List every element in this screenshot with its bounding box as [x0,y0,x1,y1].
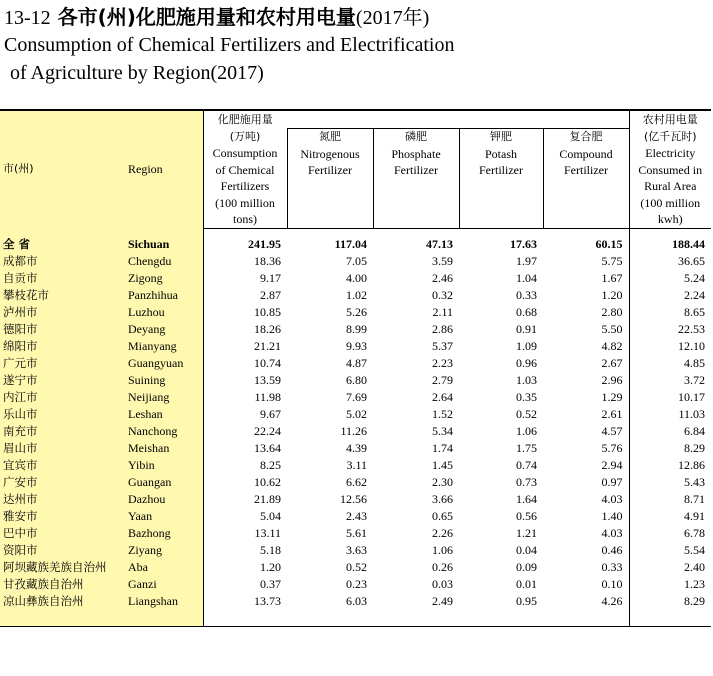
table-row [0,253,711,270]
cell-compound: 2.61 [601,406,623,421]
cell-nitrogenous: 0.52 [346,559,367,574]
cell-nitrogenous: 7.05 [346,253,367,268]
cell-compound: 4.82 [601,338,623,353]
cell-potash: 1.64 [516,491,537,506]
header-nitrogenous [287,129,373,229]
header-elec-en-1: Consumed in [638,162,703,177]
cell-electricity: 11.03 [629,406,711,423]
header-fert-en-4: tons) [233,212,257,226]
table-row [0,525,711,542]
region-name-cn: 巴中市 [0,525,128,542]
region-name-en: Ziyang [128,542,203,559]
cell-fertilizer: 21.89 [203,491,287,508]
cell-compound: 4.57 [601,423,623,438]
region-name-cn: 达州市 [0,491,128,508]
cell-phosphate: 2.23 [432,355,453,370]
cell-compound: 5.76 [601,440,623,455]
table-row [0,474,711,491]
region-name-cn: 阿坝藏族羌族自治州 [0,559,128,576]
cell-compound: 5.75 [601,253,623,268]
header-elec-cn-label: 农村用电量 [642,113,698,126]
total-name-cn: 全 省 [0,236,128,253]
cell-nitrogenous: 11.26 [340,423,367,438]
region-name-en: Panzhihua [128,287,203,304]
cell-phosphate: 2.26 [432,525,453,540]
region-name-en: Neijiang [128,389,203,406]
cell-potash: 0.04 [516,542,537,557]
header-comp-cn: 复合肥 [569,130,603,143]
cell-potash: 0.09 [516,559,537,574]
cell-potash: 0.35 [516,389,537,404]
cell-phosphate: 2.46 [432,270,453,285]
title-english-line1: Consumption of Chemical Fertilizers and Electrification [4,34,455,56]
cell-nitrogenous: 4.39 [346,440,367,455]
region-name-cn: 眉山市 [0,440,128,457]
cell-fertilizer: 5.04 [203,508,287,525]
title-english-line2: of Agriculture by Region(2017) [10,62,264,84]
cell-electricity: 5.54 [629,542,711,559]
header-nitro-en-0: Nitrogenous [300,146,360,161]
cell-electricity: 5.24 [629,270,711,287]
cell-potash: 1.21 [516,525,537,540]
header-phosphate [373,129,459,229]
cell-nitrogenous: 2.43 [346,508,367,523]
header-potash-en-1: Fertilizer [479,163,523,177]
cell-potash: 0.73 [516,474,537,489]
cell-phosphate: 5.34 [432,423,453,438]
region-name-en: Deyang [128,321,203,338]
header-fert-en-2: Fertilizers [220,179,270,193]
cell-phosphate: 2.64 [432,389,453,404]
cell-compound: 4.26 [601,593,623,608]
cell-electricity: 36.65 [629,253,711,270]
table-row [0,423,711,440]
cell-phosphate: 2.49 [432,593,453,608]
cell-fertilizer: 2.87 [203,287,287,304]
cell-compound: 1.29 [601,389,623,404]
cell-fertilizer: 9.67 [203,406,287,423]
region-name-en: Suining [128,372,203,389]
cell-potash: 0.52 [516,406,537,421]
header-elec-en-3: (100 million [640,195,701,210]
region-name-cn: 广安市 [0,474,128,491]
cell-nitrogenous: 5.61 [346,525,367,540]
cell-phosphate: 3.59 [432,253,453,268]
header-comp-en-1: Fertilizer [564,163,608,177]
total-potash: 17.63 [510,236,537,251]
cell-nitrogenous: 1.02 [346,287,367,302]
header-spacer [287,110,629,129]
cell-potash: 0.01 [516,576,537,591]
region-name-en: Dazhou [128,491,203,508]
cell-fertilizer: 8.25 [203,457,287,474]
cell-potash: 0.91 [516,321,537,336]
table-number: 13-12 [4,7,51,29]
cell-phosphate: 0.65 [432,508,453,523]
region-name-en: Ganzi [128,576,203,593]
closing-row [0,610,711,627]
header-phos-en-0: Phosphate [391,146,441,161]
header-fertilizer-total-cn [203,110,287,129]
cell-nitrogenous: 7.69 [346,389,367,404]
data-table [0,109,711,627]
header-comp-en-0: Compound [559,146,613,161]
total-row [0,236,711,253]
cell-phosphate: 1.52 [432,406,453,421]
cell-phosphate: 1.74 [432,440,453,455]
header-potash-en-0: Potash [484,146,517,161]
header-potash-cn: 钾肥 [490,130,512,143]
cell-electricity: 6.84 [629,423,711,440]
cell-potash: 0.56 [516,508,537,523]
cell-nitrogenous: 12.56 [340,491,367,506]
cell-potash: 0.95 [516,593,537,608]
cell-nitrogenous: 4.00 [346,270,367,285]
cell-electricity: 1.23 [629,576,711,593]
cell-nitrogenous: 6.62 [346,474,367,489]
cell-fertilizer: 10.74 [203,355,287,372]
cell-electricity: 2.24 [629,287,711,304]
cell-phosphate: 1.45 [432,457,453,472]
region-name-cn: 绵阳市 [0,338,128,355]
cell-fertilizer: 1.20 [203,559,287,576]
cell-nitrogenous: 6.80 [346,372,367,387]
cell-fertilizer: 21.21 [203,338,287,355]
cell-potash: 1.75 [516,440,537,455]
cell-phosphate: 0.26 [432,559,453,574]
cell-compound: 2.80 [601,304,623,319]
table-row [0,542,711,559]
total-name-en: Sichuan [128,236,203,253]
header-elec-unit: (亿千瓦时) [643,129,697,143]
region-name-en: Aba [128,559,203,576]
cell-potash: 1.97 [516,253,537,268]
cell-phosphate: 2.30 [432,474,453,489]
cell-phosphate: 3.66 [432,491,453,506]
cell-potash: 0.74 [516,457,537,472]
table-row [0,338,711,355]
region-name-cn: 自贡市 [0,270,128,287]
cell-fertilizer: 18.26 [203,321,287,338]
table-row [0,321,711,338]
header-fert-unit: (万吨) [229,129,261,143]
spacer-row [0,228,711,236]
total-fertilizer: 241.95 [203,236,287,253]
header-electricity [629,129,711,229]
cell-potash: 1.09 [516,338,537,353]
cell-compound: 2.96 [601,372,623,387]
cell-compound: 0.97 [601,474,623,489]
region-name-en: Mianyang [128,338,203,355]
region-name-cn: 广元市 [0,355,128,372]
cell-fertilizer: 13.73 [203,593,287,610]
cell-electricity: 22.53 [629,321,711,338]
region-name-en: Bazhong [128,525,203,542]
cell-electricity: 12.10 [629,338,711,355]
table-row [0,440,711,457]
header-region-cn: 市(州) [0,110,128,228]
cell-electricity: 8.65 [629,304,711,321]
cell-nitrogenous: 4.87 [346,355,367,370]
cell-fertilizer: 13.59 [203,372,287,389]
cell-nitrogenous: 9.93 [346,338,367,353]
cell-potash: 0.33 [516,287,537,302]
region-name-cn: 宜宾市 [0,457,128,474]
region-name-en: Luzhou [128,304,203,321]
cell-phosphate: 5.37 [432,338,453,353]
cell-fertilizer: 13.64 [203,440,287,457]
cell-electricity: 12.86 [629,457,711,474]
table-header [0,110,711,228]
header-elec-en-0: Electricity [645,146,696,160]
header-fertilizer-total [203,129,287,229]
region-name-en: Nanchong [128,423,203,440]
region-name-cn: 资阳市 [0,542,128,559]
cell-phosphate: 0.03 [432,576,453,591]
cell-nitrogenous: 5.26 [346,304,367,319]
cell-electricity: 2.40 [629,559,711,576]
table-row [0,406,711,423]
title-chinese [4,4,454,31]
cell-fertilizer: 11.98 [203,389,287,406]
cell-phosphate: 1.06 [432,542,453,557]
region-name-en: Zigong [128,270,203,287]
region-name-en: Liangshan [128,593,203,610]
region-name-cn: 南充市 [0,423,128,440]
table-row [0,491,711,508]
cell-fertilizer: 0.37 [203,576,287,593]
title-cn-year: (2017年) [355,7,430,29]
header-fert-cn-label: 化肥施用量 [217,113,273,126]
cell-compound: 1.67 [601,270,623,285]
header-fert-en-3: (100 million [215,195,275,210]
header-compound [543,129,629,229]
cell-fertilizer: 18.36 [203,253,287,270]
total-phosphate: 47.13 [426,236,453,251]
header-potash [459,129,543,229]
cell-potash: 0.68 [516,304,537,319]
table-row [0,457,711,474]
region-name-en: Guangyuan [128,355,203,372]
cell-potash: 1.04 [516,270,537,285]
cell-phosphate: 2.11 [432,304,453,319]
region-name-cn: 德阳市 [0,321,128,338]
header-nitro-en-1: Fertilizer [308,163,352,177]
cell-electricity: 3.72 [629,372,711,389]
header-elec-en-4: kwh) [657,212,683,226]
table-row [0,355,711,372]
region-name-en: Yaan [128,508,203,525]
region-name-en: Leshan [128,406,203,423]
cell-fertilizer: 13.11 [203,525,287,542]
cell-compound: 1.20 [601,287,623,302]
table-row [0,593,711,610]
table-row [0,389,711,406]
header-phos-cn: 磷肥 [405,130,427,143]
cell-potash: 1.06 [516,423,537,438]
cell-electricity: 8.29 [629,593,711,610]
region-name-en: Meishan [128,440,203,457]
cell-electricity: 8.71 [629,491,711,508]
cell-electricity: 8.29 [629,440,711,457]
title-cn-text: 各市(州)化肥施用量和农村用电量 [57,5,356,29]
region-name-cn: 遂宁市 [0,372,128,389]
cell-nitrogenous: 0.23 [346,576,367,591]
total-compound: 60.15 [595,236,623,251]
cell-compound: 0.10 [601,576,623,591]
cell-fertilizer: 22.24 [203,423,287,440]
cell-nitrogenous: 8.99 [346,321,367,336]
cell-nitrogenous: 3.63 [346,542,367,557]
region-name-en: Guangan [128,474,203,491]
table-row [0,508,711,525]
cell-compound: 2.67 [601,355,623,370]
cell-fertilizer: 10.62 [203,474,287,491]
cell-electricity: 4.91 [629,508,711,525]
cell-compound: 4.03 [601,525,623,540]
region-name-en: Yibin [128,457,203,474]
cell-electricity: 6.78 [629,525,711,542]
region-name-cn: 雅安市 [0,508,128,525]
region-name-cn: 凉山彝族自治州 [0,593,128,610]
cell-phosphate: 0.32 [432,287,453,302]
cell-potash: 1.03 [516,372,537,387]
total-electricity: 188.44 [629,236,711,253]
header-fert-en-1: of Chemical [215,162,275,177]
table-row [0,287,711,304]
cell-phosphate: 2.79 [432,372,453,387]
region-name-cn: 内江市 [0,389,128,406]
cell-phosphate: 2.86 [432,321,453,336]
header-electricity-cn [629,110,711,129]
cell-nitrogenous: 6.03 [346,593,367,608]
cell-compound: 5.50 [601,321,623,336]
cell-fertilizer: 5.18 [203,542,287,559]
region-name-cn: 攀枝花市 [0,287,128,304]
header-fert-en-0: Consumption [212,146,278,160]
header-nitro-cn: 氮肥 [319,130,341,143]
region-name-cn: 成都市 [0,253,128,270]
cell-potash: 0.96 [516,355,537,370]
cell-compound: 0.46 [601,542,623,557]
region-name-en: Chengdu [128,253,203,270]
cell-compound: 1.40 [601,508,623,523]
table-row [0,304,711,321]
cell-fertilizer: 9.17 [203,270,287,287]
cell-compound: 2.94 [601,457,623,472]
cell-compound: 0.33 [601,559,623,574]
total-nitrogenous: 117.04 [334,236,367,251]
cell-electricity: 4.85 [629,355,711,372]
region-name-cn: 泸州市 [0,304,128,321]
table-row [0,270,711,287]
cell-electricity: 10.17 [629,389,711,406]
table-row [0,576,711,593]
cell-electricity: 5.43 [629,474,711,491]
cell-nitrogenous: 5.02 [346,406,367,421]
cell-fertilizer: 10.85 [203,304,287,321]
header-phos-en-1: Fertilizer [394,163,438,177]
region-name-cn: 乐山市 [0,406,128,423]
cell-compound: 4.03 [601,491,623,506]
table-row [0,372,711,389]
header-region-en: Region [128,110,203,228]
table-title [4,4,454,87]
table-body [0,228,711,626]
header-elec-en-2: Rural Area [644,179,697,193]
cell-nitrogenous: 3.11 [346,457,367,472]
region-name-cn: 甘孜藏族自治州 [0,576,128,593]
table-row [0,559,711,576]
